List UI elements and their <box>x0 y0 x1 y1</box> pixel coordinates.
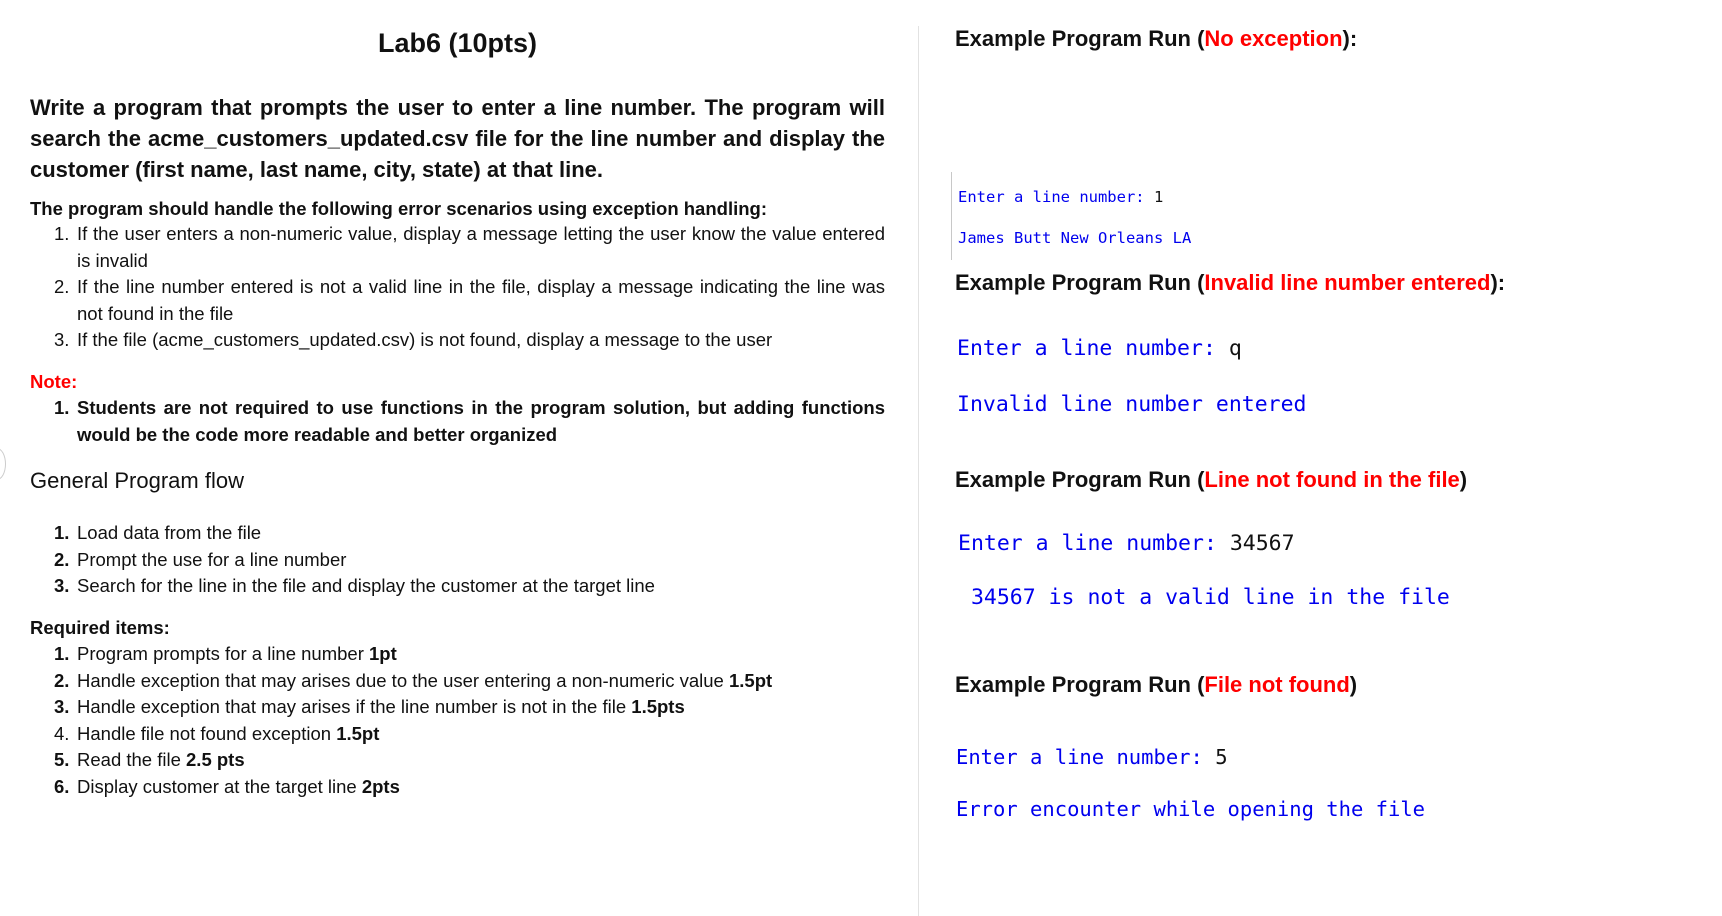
console-prompt: Enter a line number: 5 <box>956 745 1228 769</box>
required-list <box>30 641 885 801</box>
scroll-edge-handle[interactable] <box>0 448 6 480</box>
column-divider <box>918 26 919 916</box>
note-heading: Note: <box>30 371 78 392</box>
required-heading: Required items: <box>30 617 170 638</box>
console-output: 34567 is not a valid line in the file <box>958 585 1450 610</box>
errors-heading: The program should handle the following error scenarios using exception handling: <box>30 198 767 219</box>
list-item: 1. Students are not required to use functions in the program solution, but adding functions would be the code more readable and better organized <box>54 397 885 445</box>
console-prompt: Enter a line number: q <box>957 336 1242 361</box>
page-title: Lab6 (10pts) <box>377 28 538 58</box>
list-item: 3. If the file (acme_customers_updated.csv) is not found, display a message to the user <box>54 329 773 351</box>
console-output: James Butt New Orleans LA <box>958 229 1192 247</box>
list-item: 4. Handle file not found exception 1.5pt <box>54 722 380 744</box>
note-list <box>30 395 885 448</box>
list-item: 1. If the user enters a non-numeric value, display a message letting the user know the value entered is invalid <box>54 223 885 271</box>
flow-heading: General Program flow <box>30 468 244 493</box>
list-item: 2. Handle exception that may arises due to the user entering a non-numeric value 1.5pt <box>54 669 773 691</box>
list-item: 2. Prompt the use for a line number <box>54 548 347 570</box>
console-prompt: Enter a line number: 1 <box>958 188 1164 206</box>
list-item: 6. Display customer at the target line 2pts <box>54 775 400 797</box>
console-prompt: Enter a line number: 34567 <box>958 531 1295 556</box>
flow-list <box>30 520 885 600</box>
example-heading: Example Program Run (No exception): <box>955 26 1358 51</box>
example-heading: Example Program Run (File not found) <box>955 672 1358 697</box>
example-heading: Example Program Run (Invalid line number entered): <box>955 270 1506 295</box>
list-item: 3. Handle exception that may arises if the line number is not in the file 1.5pts <box>54 696 685 718</box>
list-item: 5. Read the file 2.5 pts <box>54 749 245 771</box>
example-heading: Example Program Run (Line not found in the file) <box>955 467 1468 492</box>
list-item: 3. Search for the line in the file and display the customer at the target line <box>54 575 655 597</box>
console-output: Error encounter while opening the file <box>956 797 1425 821</box>
intro-paragraph: Write a program that prompts the user to enter a line number. The program will search the acme_customers_updated.csv file for the line number and display the customer (first name, last name, city, state) at that line. <box>30 95 885 182</box>
console-border <box>951 172 952 260</box>
errors-list <box>30 221 885 354</box>
list-item: 1. Load data from the file <box>54 522 262 543</box>
console-output: Invalid line number entered <box>957 392 1307 417</box>
list-item: 1. Program prompts for a line number 1pt <box>54 643 397 664</box>
list-item: 2. If the line number entered is not a valid line in the file, display a message indicating the line was not found in the file <box>54 276 885 324</box>
